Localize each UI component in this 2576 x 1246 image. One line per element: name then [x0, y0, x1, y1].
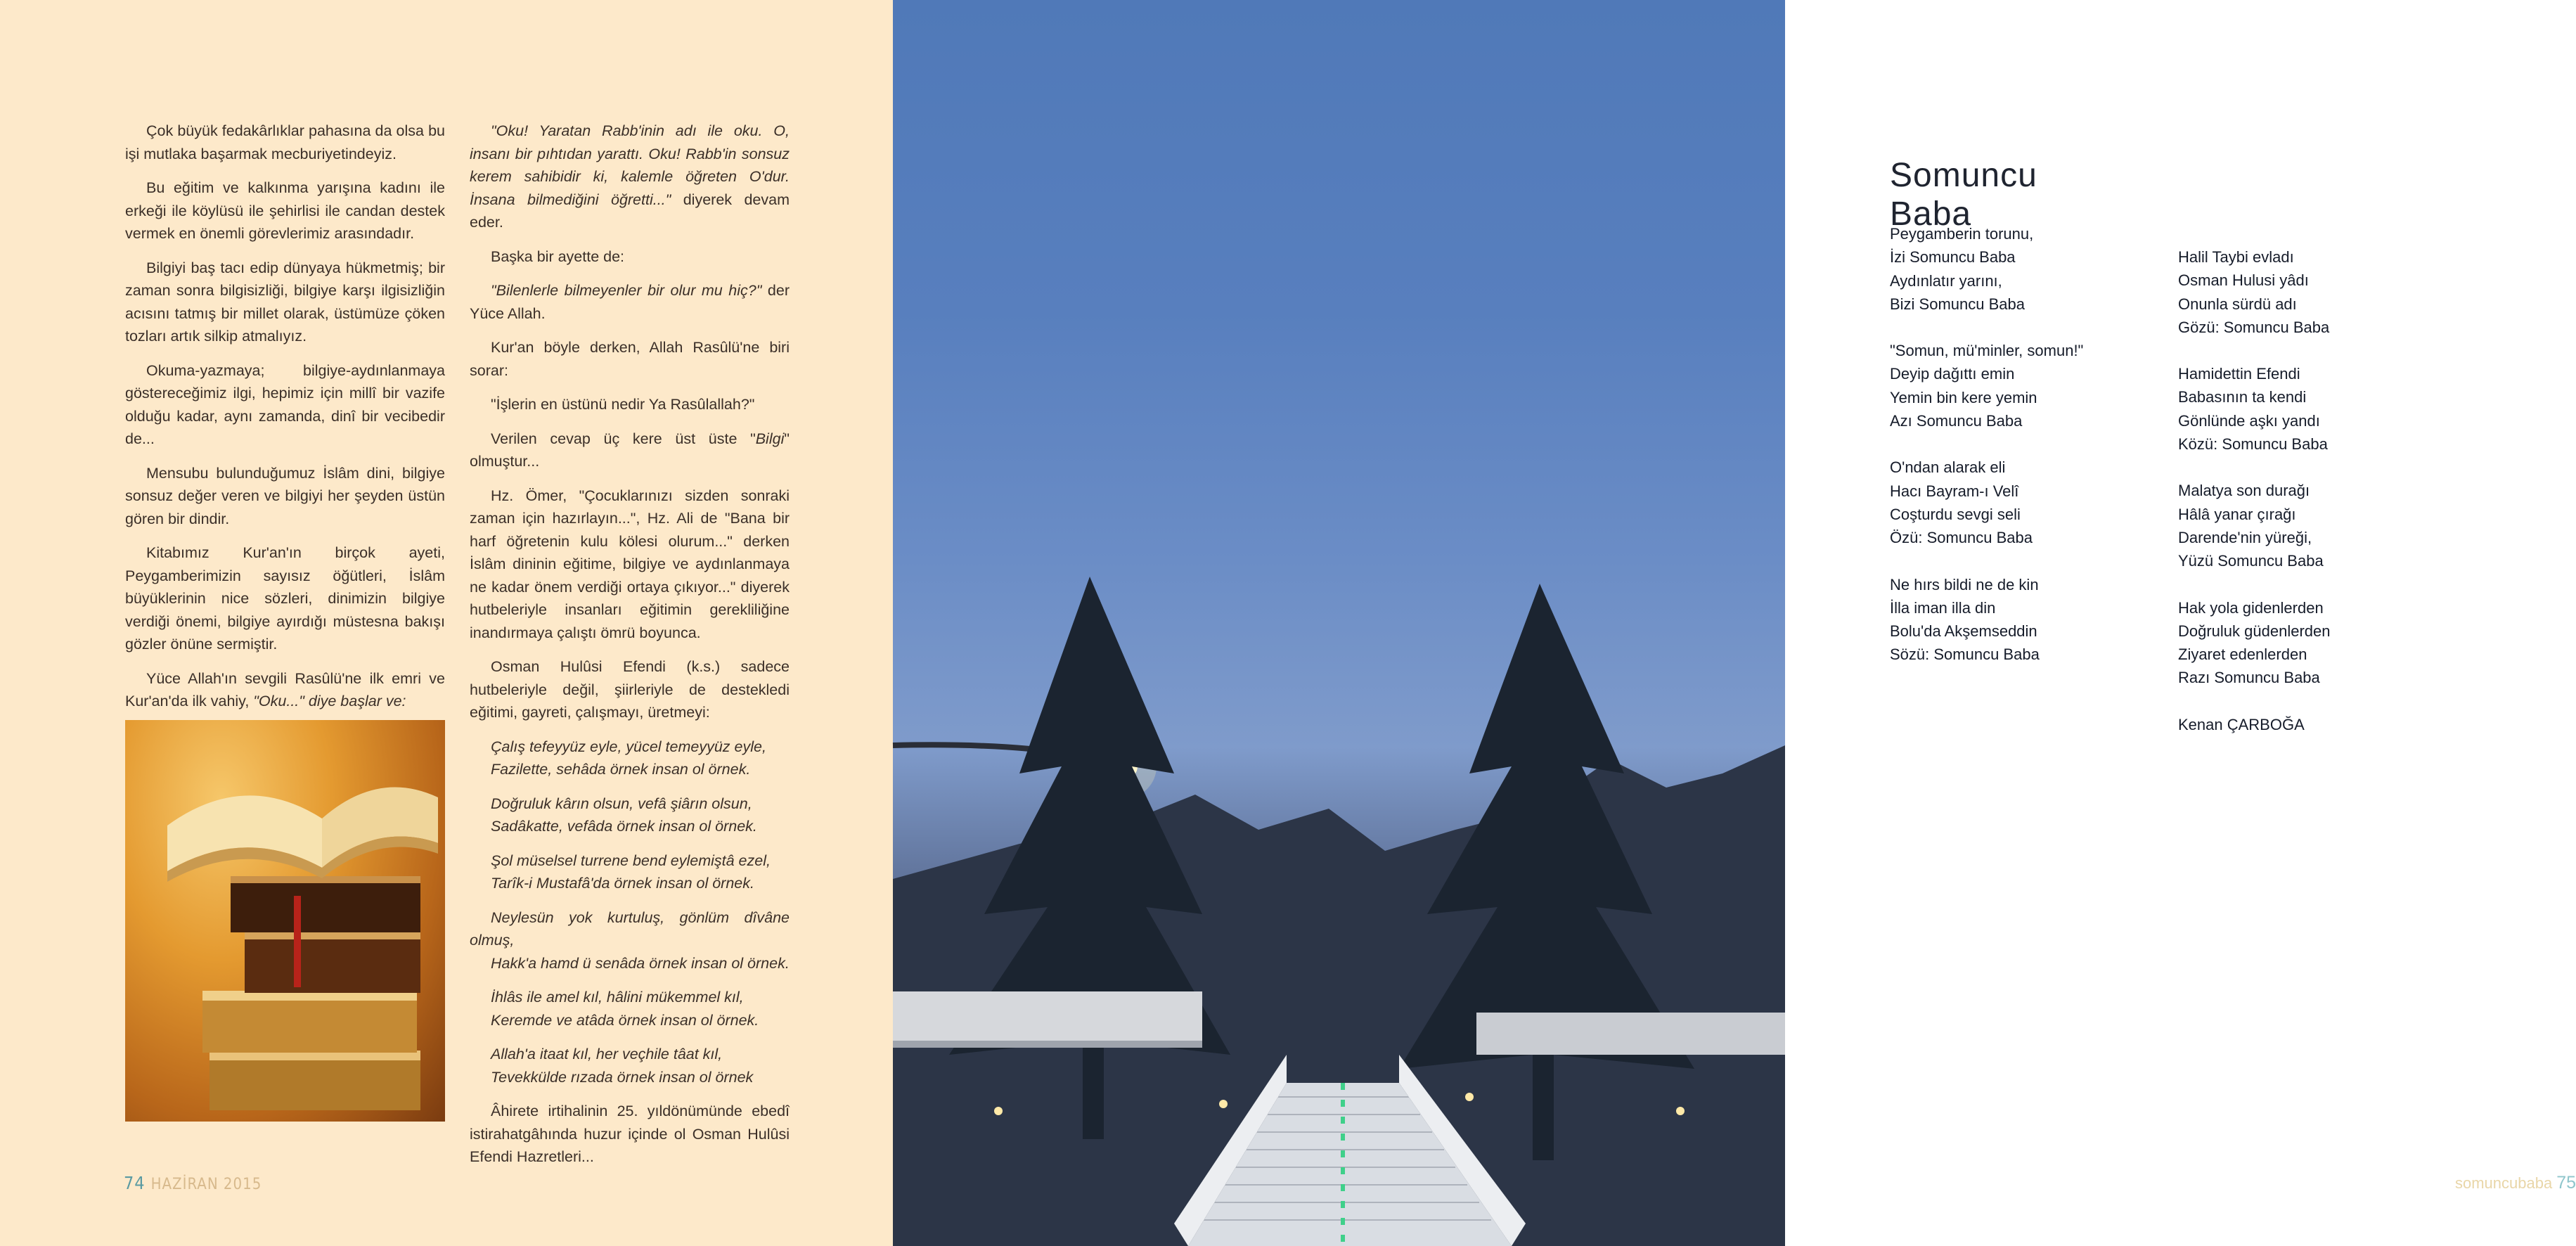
- poem-stanza: [1890, 456, 2083, 549]
- poem-line: Yemin bin kere yemin: [1890, 388, 2037, 406]
- poem-line: Özü: Somuncu Baba: [1890, 529, 2033, 547]
- poem-line: Deyip dağıttı emin: [1890, 365, 2015, 383]
- verse-couplet: [470, 1043, 790, 1088]
- paragraph: [125, 667, 445, 713]
- verse-list: [470, 736, 790, 1089]
- poem-line: Ne hırs bildi ne de kin: [1890, 575, 2039, 593]
- poem-line: Halil Taybi evladı: [2178, 248, 2294, 266]
- paragraph: [125, 257, 445, 348]
- poem-line: Babasının ta kendi: [2178, 388, 2307, 406]
- verse-line: İhlâs ile amel kıl, hâlini mükemmel kıl,: [491, 989, 744, 1006]
- paragraph: Osman Hulûsi Efendi (k.s.) sadece hutbeleriyle değil, şiirleriyle de destekledi eğitimi, gayreti, çalışmayı, üretmeyi:: [470, 658, 790, 721]
- poem-line: O'ndan alarak eli: [1890, 458, 2006, 477]
- verse-couplet: [470, 736, 790, 781]
- poem-line: Hak yola gidenlerden: [2178, 598, 2324, 617]
- verse-line: Tevekkülde rızada örnek insan ol örnek: [491, 1068, 754, 1086]
- left-page: [0, 0, 893, 1246]
- poem-line: Hâlâ yanar çırağı: [2178, 505, 2296, 523]
- verse-line: Hakk'a hamd ü senâda örnek insan ol örnek.: [491, 954, 790, 972]
- poem-line: İlla iman illa din: [1890, 598, 1996, 617]
- poem-line: Peygamberin torunu,: [1890, 225, 2034, 243]
- paragraph-text: Mensubu bulunduğumuz İslâm dini, bilgiye sonsuz değer veren ve bilgiyi her şeyden üstün gören bir dindir.: [125, 464, 445, 527]
- paragraph-text: Okuma-yazmaya; bilgiye-aydınlanmaya göstereceğimiz ilgi, hepimiz için millî bir vazife olduğu kadar, aynı zamanda, dinî bir vecibedir de...: [125, 361, 445, 447]
- poem-line: Gözü: Somuncu Baba: [2178, 318, 2330, 336]
- paragraph: [470, 428, 790, 473]
- verse-line: Neylesün yok kurtuluş, gönlüm dîvâne olmuş,: [470, 908, 790, 949]
- verse-line: Çalış tefeyyüz eyle, yücel temeyyüz eyle,: [491, 738, 766, 755]
- page-number: 74: [124, 1173, 146, 1193]
- paragraph: Kur'an böyle derken, Allah Rasûlü'ne biri sorar:: [470, 339, 790, 379]
- poem-stanza: [1890, 339, 2083, 432]
- poem-line: İzi Somuncu Baba: [1890, 248, 2016, 266]
- poem-line: Razı Somuncu Baba: [2178, 669, 2320, 687]
- text-column-2: [470, 120, 790, 1180]
- paragraph-text: Bilgiyi baş tacı edip dünyaya hükmetmiş; bir zaman sonra bilgisizliği, bilgiye karşı ilgisizliğin acısını tatmış bir millet olarak, üstümüze çöken tozları artık silkip atmalıyız.: [125, 259, 445, 345]
- paragraph: Başka bir ayette de:: [491, 248, 625, 265]
- poem-stanza: [1890, 573, 2083, 667]
- paragraph-text: Kitabımız Kur'an'ın birçok ayeti, Peygamberimizin sayısız öğütleri, İslâm büyüklerinin nice sözleri, dinimizin bilgiye verdiği önemi, bilgiye ayırdığı müstesna bakışı gözler önüne sermiştir.: [125, 544, 445, 653]
- poem-line: Bizi Somuncu Baba: [1890, 295, 2025, 313]
- paragraph: [125, 462, 445, 531]
- verse-couplet: [470, 986, 790, 1032]
- verse-line: Sadâkatte, vefâda örnek insan ol örnek.: [491, 818, 757, 835]
- poem-column-left: [1890, 222, 2083, 690]
- poem-line: Ziyaret edenlerden: [2178, 646, 2307, 664]
- verse-couplet: [470, 792, 790, 838]
- folio-left: [124, 1173, 262, 1193]
- verse-line: Şol müselsel turrene bend eylemiştâ ezel,: [491, 852, 771, 869]
- paragraph: [125, 359, 445, 451]
- poem-line: Malatya son durağı: [2178, 482, 2310, 500]
- quran-verse-paragraph: [470, 120, 790, 234]
- text-part: " olmuştur...: [470, 430, 790, 470]
- paragraph: Hz. Ömer, "Çocuklarınızı sizden sonraki zaman için hazırlayın...", Hz. Ali de "Bana bir harf öğretenin kulu kölesi olurum..." derken İslâm dininin eğitime, bilgiye ve aydınlanmaya ne kadar önem verdiği ortaya çıkıyor..." diyerek hutbeleriyle insanları eğitimin gerekliliğine inandırmaya çalıştı ömrü boyunca.: [470, 487, 790, 641]
- verse-line: Keremde ve atâda örnek insan ol örnek.: [491, 1011, 759, 1029]
- paragraph: [470, 279, 790, 325]
- folio-right: [2455, 1173, 2576, 1193]
- right-page: [893, 0, 2576, 1246]
- poem-line: Sözü: Somuncu Baba: [1890, 646, 2040, 664]
- issue-date: HAZİRAN 2015: [150, 1176, 262, 1193]
- paragraph: Âhirete irtihalinin 25. yıldönümünde ebedî istirahatgâhında huzur içinde ol Osman Hulûsi Efendi Hazretleri...: [470, 1103, 790, 1165]
- verse-line: Doğruluk kârın olsun, vefâ şiârın olsun,: [491, 795, 752, 812]
- paragraph: [125, 176, 445, 245]
- text-part: Verilen cevap üç kere üst üste ": [491, 430, 756, 447]
- paragraph: [125, 541, 445, 656]
- poem-stanza: [1890, 222, 2083, 316]
- paragraph-text: Yüce Allah'ın sevgili Rasûlü'ne ilk emri ve Kur'an'da ilk vahiy,: [125, 669, 445, 709]
- quran-verse-text: "Oku! Yaratan Rabb'inin adı ile oku. O, insanı bir pıhtıdan yarattı. Oku! Rabb'in sonsuz kerem sahibidir ki, kalemle öğreten O'dur. İnsana bilmediğini öğretti...": [470, 122, 790, 208]
- verse-couplet: [470, 906, 790, 975]
- verse-couplet: [470, 849, 790, 895]
- poem-line: Coşturdu sevgi seli: [1890, 505, 2021, 523]
- poem-column-right: [2178, 245, 2331, 736]
- page-number: 75: [2556, 1173, 2576, 1193]
- poem-line: Gönlünde aşkı yandı: [2178, 411, 2320, 430]
- paragraph-text: Bu eğitim ve kalkınma yarışına kadını ile erkeği ile köylüsü ile şehirlisi ile candan destek vermek en önemli görevlerimiz arasındadır.: [125, 179, 445, 242]
- books-photo: [125, 720, 445, 1122]
- poem-line: Doğruluk güdenlerden: [2178, 622, 2331, 640]
- verse-line: Tarîk-i Mustafâ'da örnek insan ol örnek.: [491, 875, 754, 892]
- poem-author: Kenan ÇARBOĞA: [2178, 715, 2305, 733]
- verse-quote: "Bilenlerle bilmeyenler bir olur mu hiç?": [491, 282, 762, 299]
- poem-line: "Somun, mü'minler, somun!": [1890, 342, 2084, 360]
- poem-stanza: [2178, 479, 2331, 572]
- text-column-1: [125, 120, 445, 724]
- italic-quote: "Oku..." diye başlar ve:: [253, 693, 406, 709]
- paragraph-text: Çok büyük fedakârlıklar pahasına da olsa bu işi mutlaka başarmak mecburiyetindeyiz.: [125, 122, 445, 162]
- poem-line: Yüzü Somuncu Baba: [2178, 552, 2324, 570]
- poem-line: Bolu'da Akşemseddin: [1890, 622, 2037, 641]
- poem-line: Osman Hulusi yâdı: [2178, 271, 2309, 290]
- magazine-brand: somuncubaba: [2455, 1174, 2553, 1192]
- poem-line: Aydınlatır yarını,: [1890, 271, 2002, 290]
- poem-line: Onunla sürdü adı: [2178, 295, 2297, 313]
- continuation-text: der Yüce Allah.: [470, 282, 790, 322]
- mosque-stairs-photo: [893, 0, 1785, 1246]
- verse-line: Fazilette, sehâda örnek insan ol örnek.: [491, 761, 751, 778]
- poem-line: Darende'nin yüreği,: [2178, 528, 2312, 546]
- poem-stanza: [2178, 362, 2331, 456]
- poem-title: Somuncu Baba: [1890, 157, 2037, 233]
- poem-line: Hacı Bayram-ı Velî: [1890, 482, 2019, 500]
- continuation-text: diyerek devam eder.: [470, 191, 790, 231]
- poem-stanza: [2178, 245, 2331, 339]
- poem-line: Azı Somuncu Baba: [1890, 412, 2023, 430]
- paragraph: "İşlerin en üstünü nedir Ya Rasûlallah?": [491, 396, 755, 413]
- poem-stanza: [2178, 596, 2331, 690]
- poem-line: Közü: Somuncu Baba: [2178, 435, 2328, 454]
- emphasis: Bilgi: [755, 430, 785, 447]
- paragraph: [125, 120, 445, 165]
- poem-line: Hamidettin Efendi: [2178, 365, 2300, 383]
- verse-line: Allah'a itaat kıl, her veçhile tâat kıl,: [491, 1046, 723, 1062]
